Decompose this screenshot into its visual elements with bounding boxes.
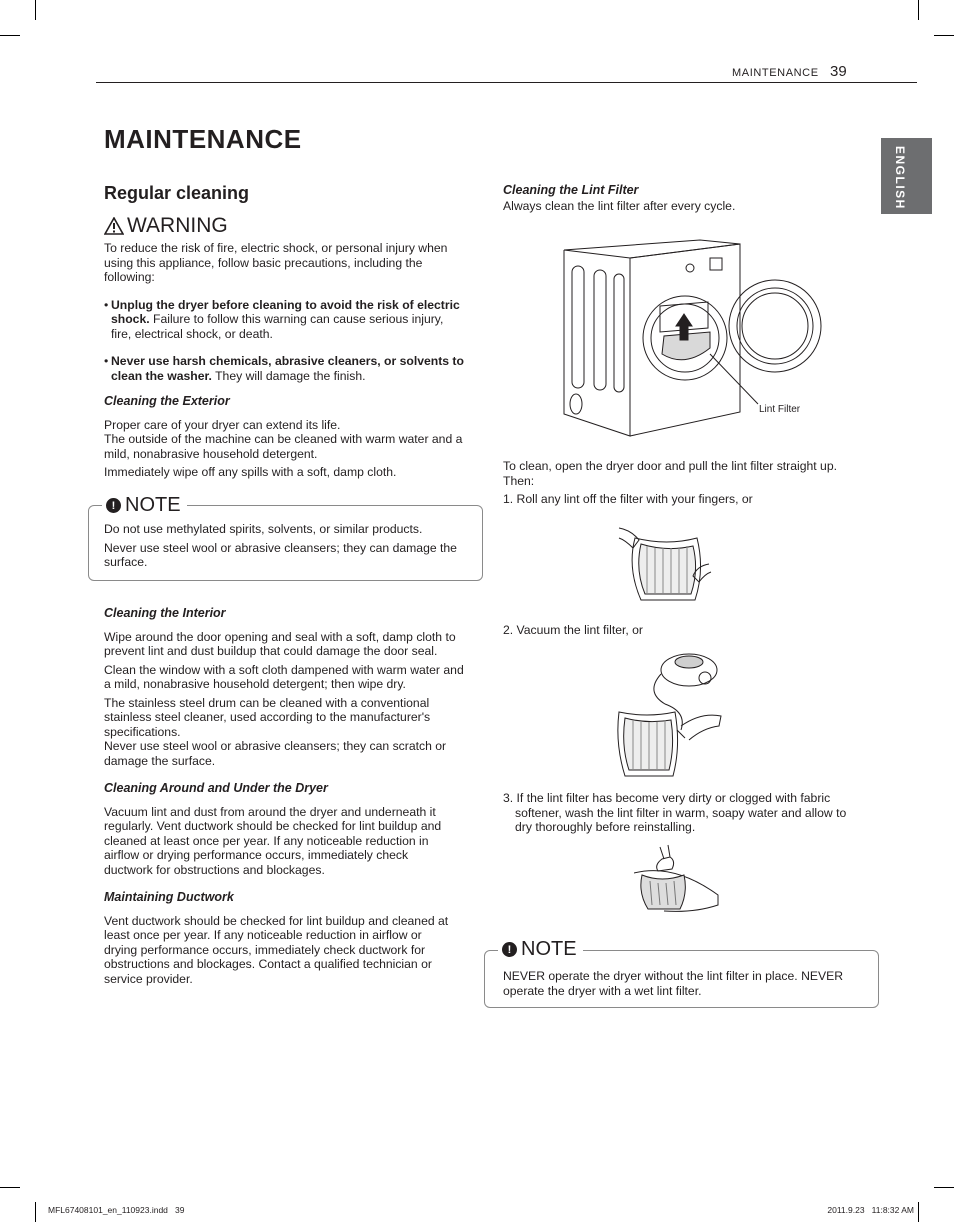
- interior-p1: Wipe around the door opening and seal with a soft, damp cloth to prevent lint and dust buildup that could damage the door seal.: [104, 629, 456, 658]
- crop-mark: [0, 35, 20, 36]
- warning-heading: [104, 214, 228, 238]
- lint-step-2-block: [503, 623, 863, 638]
- warning-bullet-text: They will damage the finish.: [211, 368, 366, 383]
- exterior-p2: The outside of the machine can be cleaned with warm water and a mild, nonabrasive household detergent.: [104, 432, 463, 461]
- wash-filter-illustration: [634, 843, 720, 913]
- note-label: NOTE: [125, 494, 181, 516]
- crop-mark: [918, 0, 919, 20]
- footer-file: MFL67408101_en_110923.indd 39: [48, 1205, 185, 1215]
- warning-bullet-text: Failure to follow this warning can cause serious injury, fire, electrical shock, or death.: [111, 312, 444, 341]
- crop-mark: [918, 1202, 919, 1222]
- warning-text: [104, 241, 464, 383]
- language-tab: [881, 138, 932, 214]
- note-heading: [498, 938, 583, 961]
- exterior-p3: Immediately wipe off any spills with a soft, damp cloth.: [104, 465, 397, 479]
- filter-roll-illustration: [617, 524, 712, 604]
- header-rule: [96, 82, 917, 83]
- lint-filter-label: Lint Filter: [759, 404, 801, 415]
- note-text: [104, 522, 474, 570]
- ductwork-p1: Vent ductwork should be checked for lint buildup and cleaned at least once per year. If any noticeable reduction in airflow or drying performance occurs, immediately check ductwork for obstructions and blockages. Contact a qualified technician or service provider.: [104, 913, 449, 986]
- crop-mark: [35, 1202, 36, 1222]
- lint-step-3: 3. If the lint filter has become very dirty or clogged with fabric softener, wash the lint filter in warm, soapy water and allow to dry thoroughly before reinstalling.: [503, 791, 847, 834]
- warning-bullet-bold: Never use harsh chemicals, abrasive cleaners, or solvents to clean the washer.: [111, 354, 464, 383]
- exclamation-icon: !: [502, 942, 517, 957]
- vacuum-illustration: [615, 648, 725, 780]
- exterior-heading: Cleaning the Exterior: [104, 394, 230, 408]
- warning-bullet: • Unplug the dryer before cleaning to avoid the risk of electric shock. Failure to follow this warning can cause serious injury, fire, electrical shock, or death.: [104, 297, 460, 341]
- warning-bullet-bold: Unplug the dryer before cleaning to avoid the risk of electric shock.: [111, 297, 460, 326]
- exterior-section: [104, 394, 464, 480]
- note-line: NEVER operate the dryer without the lint filter in place. NEVER operate the dryer with a wet lint filter.: [503, 969, 844, 998]
- interior-heading: Cleaning the Interior: [104, 606, 226, 620]
- note-line: Never use steel wool or abrasive cleansers; they can damage the surface.: [104, 540, 457, 569]
- around-section: [104, 781, 454, 877]
- lint-instructions: [503, 459, 863, 507]
- lint-step-2: 2. Vacuum the lint filter, or: [503, 623, 643, 637]
- lint-intro: Always clean the lint filter after every cycle.: [503, 198, 736, 213]
- ductwork-heading: Maintaining Ductwork: [104, 890, 234, 904]
- warning-label: WARNING: [127, 214, 228, 237]
- interior-p2: Clean the window with a soft cloth dampened with warm water and a mild, nonabrasive household detergent; then wipe dry.: [104, 662, 464, 691]
- crop-mark: [0, 1187, 20, 1188]
- around-heading: Cleaning Around and Under the Dryer: [104, 781, 328, 795]
- crop-mark: [934, 35, 954, 36]
- warning-triangle-icon: [104, 217, 124, 235]
- warning-intro: To reduce the risk of fire, electric shock, or personal injury when using this appliance, follow basic precautions, including the following:: [104, 241, 448, 284]
- warning-bullet: • Never use harsh chemicals, abrasive cleaners, or solvents to clean the washer. They will damage the finish.: [104, 354, 464, 383]
- lint-section: [503, 183, 863, 213]
- interior-section: [104, 606, 466, 768]
- footer-date: 2011.9.23 11:8:32 AM: [827, 1205, 914, 1215]
- around-p1: Vacuum lint and dust from around the dryer and underneath it regularly. Vent ductwork should be checked for lint buildup and cleaned at least once per year. If any noticeable reduction in airflow or drying performance occurs, immediately check ductwork for obstructions and blockages.: [104, 804, 442, 877]
- note-line: Do not use methylated spirits, solvents, or similar products.: [104, 522, 423, 536]
- page-title: MAINTENANCE: [104, 124, 302, 154]
- header-section: MAINTENANCE: [732, 67, 819, 79]
- section-subtitle: Regular cleaning: [104, 183, 250, 203]
- lint-step-1: 1. Roll any lint off the filter with your fingers, or: [503, 492, 753, 506]
- note-label: NOTE: [521, 938, 577, 960]
- note-heading: [102, 494, 187, 517]
- crop-mark: [934, 1187, 954, 1188]
- lint-instruction: To clean, open the dryer door and pull the lint filter straight up. Then:: [503, 459, 838, 488]
- crop-mark: [35, 0, 36, 20]
- note-text: [503, 969, 863, 998]
- interior-p3: The stainless steel drum can be cleaned with a conventional stainless steel cleaner, used according to the manufacturer's specifications.: [104, 695, 431, 739]
- exterior-p1: Proper care of your dryer can extend its life.: [104, 417, 341, 432]
- page-number: 39: [830, 63, 847, 80]
- language-tab-label: ENGLISH: [893, 146, 907, 210]
- ductwork-section: [104, 890, 454, 986]
- interior-p4: Never use steel wool or abrasive cleansers; they can scratch or damage the surface.: [104, 739, 447, 768]
- lint-step-3-block: [503, 791, 863, 835]
- lint-heading: Cleaning the Lint Filter: [503, 183, 639, 197]
- exclamation-icon: !: [106, 498, 121, 513]
